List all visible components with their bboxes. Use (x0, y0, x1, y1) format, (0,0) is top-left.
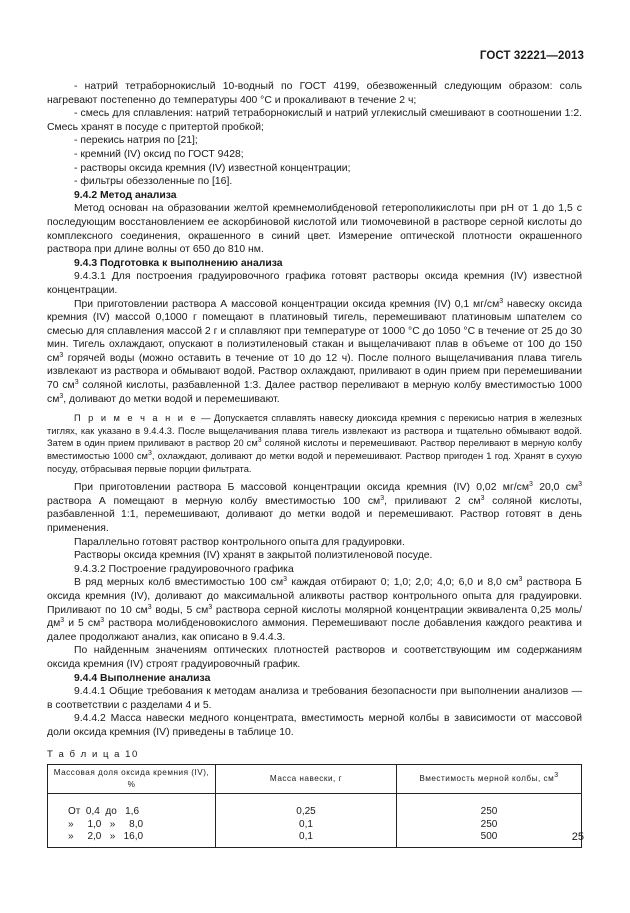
section-heading-execution: 9.4.4 Выполнение анализа (74, 672, 211, 684)
note-paragraph: П р и м е ч а н и е — Допускается сплавлять навеску диоксида кремния с перекисью натрия в железных тиглях, как указано в 9.4.4.3. После выщелачивания плава тигель извлекают из раствора и тщательно обмывают водой. Затем в один прием приливают в раствор 20 $см^3$ соляной кислоты и перемешивают. Раствор переливают в мерную колбу вместимостью 1000 $см^3$, охлаждают, доливают до метки водой и перемешивают. Раствор пригоден 1 год. Хранят в сухую посуду, отбрасывая первые порции фильтрата. (47, 413, 583, 474)
list-item: - фильтры обеззоленные по [16]. (74, 176, 233, 188)
solution-b-paragraph: При приготовлении раствора Б массовой концентрации оксида кремния (IV) 0,02 $мг/см^3$ 20,0 $см^3$ раствора А помещают в мерную колбу вместимостью 100 $см^3$, приливают 2 $см^3$ соляной кислоты, разбавленной 1:1, перемешивают, доливают до метки водой и перемешивают. Раствор готовят в день применения. (47, 481, 583, 534)
table-caption: Т а б л и ц а 10 (47, 748, 139, 760)
list-item: - кремний (IV) оксид по ГОСТ 9428; (74, 148, 244, 160)
section-heading-preparation: 9.4.3 Подготовка к выполнению анализа (74, 257, 283, 269)
page-body (47, 80, 582, 848)
paragraph-9442: 9.4.4.2 Масса навески медного концентрата, вместимость мерной колбы в зависимости от массовой доли оксида кремния (IV) приведены в таблице 10. (47, 713, 582, 738)
parallel-paragraph: Параллельно готовят раствор контрольного опыта для градуировки. (74, 536, 405, 548)
table-cell: 0,25 0,1 0,1 (216, 794, 397, 848)
paragraph-9441: 9.4.4.1 Общие требования к методам анализа и требования безопасности при выполнении анализов — в соответствии с разделами 4 и 5. (47, 686, 582, 711)
table-10 (47, 764, 582, 848)
paragraph-9432: 9.4.3.2 Построение градуировочного графика (74, 563, 294, 575)
paragraph-9431: 9.4.3.1 Для построения градуировочного графика готовят растворы оксида кремния (IV) известной концентрации. (47, 271, 582, 296)
flasks-paragraph: В ряд мерных колб вместимостью 100 $см^3$ каждая отбирают 0; 1,0; 2,0; 4,0; 6,0 и 8,0 $см^3$ раствора Б оксида кремния (IV), доливают до максимальной аликвоты раствор контрольного опыта для градуировки. Приливают по 10 $см^3$ воды, 5 $см^3$ раствора серной кислоты молярной концентрации эквивалента 0,25 моль/$дм^3$ и 5 $см^3$ раствора молибденовокислого аммония. Перемешивают после добавления каждого реактива и далее продолжают анализ, как описано в 9.4.4.3. (47, 576, 583, 643)
table-header-row (48, 765, 582, 794)
graph-paragraph: По найденным значениям оптических плотностей растворов и соответствующим им содержаниям оксида кремния (IV) строят градуировочный график. (47, 645, 582, 670)
table-cell: 250 250 500 (397, 794, 582, 848)
method-paragraph: Метод основан на образовании желтой кремнемолибденовой гетерополикислоты при pH от 1 до 1,5 с последующим восстановлением ее аскорбиновой кислотой или тиомочевиной в растворе серной кислоты до комплексного соединения, окрашенного в синий цвет. Измерение оптической плотности окрашенного раствора при длине волны от 650 до 810 нм. (47, 203, 582, 256)
column-header: Масса навески, г (216, 765, 397, 794)
solution-a-paragraph: При приготовлении раствора А массовой концентрации оксида кремния (IV) 0,1 $мг/см^3$ навеску оксида кремния (IV) массой 0,1000 г помещают в платиновый тигель, перемешивают платиновым шпателем со смесью для сплавления массой 2 г и сплавляют при температуре от 1000 °C до 1050 °C в течение от 25 до 30 мин. Тигель охлаждают, опускают в полиэтиленовый стакан и выщелачивают плав в объеме от 100 до 150 $см^3$ горячей воды (можно оставить в течение от 10 до 12 ч). После полного выщелачивания плава тигель извлекают из раствора и обмывают водой. Раствор охлаждают, приливают в один прием при перемешивании 70 $см^3$ соляной кислоты, разбавленной 1:3. Далее раствор переливают в мерную колбу вместимостью 1000 $см^3$, доливают до метки водой и перемешивают. (47, 297, 582, 405)
list-item: - смесь для сплавления: натрий тетраборнокислый и натрий углекислый смешивают в соотношении 1:2. Смесь хранят в посуде с притертой пробкой; (47, 108, 582, 133)
list-item: - натрий тетраборнокислый 10-водный по ГОСТ 4199, обезвоженный следующим образом: соль нагревают постепенно до температуры 400 °C и прокаливают в течение 2 ч; (47, 81, 582, 106)
standard-code-header: ГОСТ 32221—2013 (479, 50, 584, 62)
table-cell: От 0,4 до 1,6 » 1,0 » 8,0 » 2,0 » 16,0 (48, 794, 216, 848)
column-header: Массовая доля оксида кремния (IV), % (48, 765, 216, 794)
table-row (48, 794, 582, 848)
list-item: - растворы оксида кремния (IV) известной концентрации; (74, 162, 351, 174)
column-header: Вместимость мерной колбы, $см^3$ (397, 765, 582, 794)
list-item: - перекись натрия по [21]; (74, 135, 198, 147)
section-heading-method: 9.4.2 Метод анализа (74, 189, 177, 201)
storage-paragraph: Растворы оксида кремния (IV) хранят в закрытой полиэтиленовой посуде. (74, 550, 433, 562)
page-number: 25 (571, 831, 584, 843)
